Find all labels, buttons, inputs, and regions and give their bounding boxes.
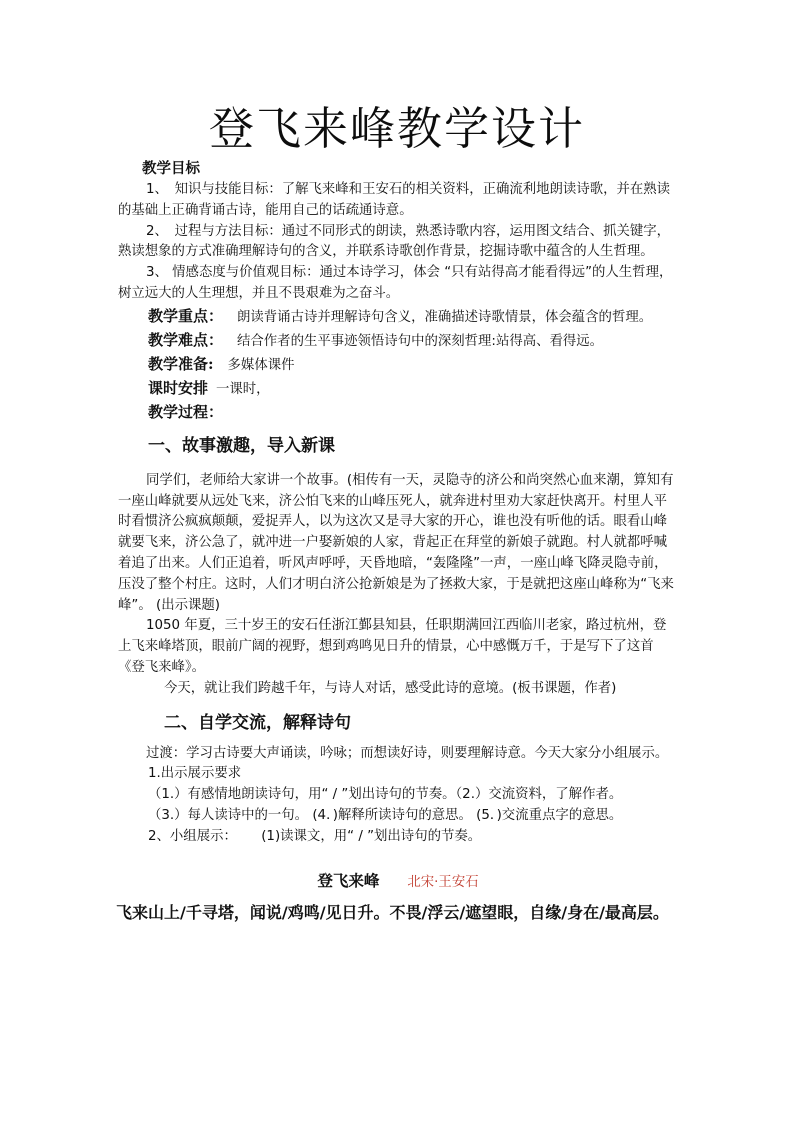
key-point-label: 教学重点： xyxy=(148,306,224,325)
objective-item: 2、 过程与方法目标：通过不同形式的朗读，熟悉诗歌内容，运用图文结合、抓关键字，熟读想象的方式准确理解诗句的含义，并联系诗歌创作背景，挖掘诗歌中蕴含的人生哲理。 xyxy=(118,223,671,260)
key-point xyxy=(118,305,678,329)
section1-paragraph: 同学们，老师给大家讲一个故事。(相传有一天，灵隐寺的济公和尚突然心血来潮，算知有一座山峰就要从远处飞来，济公怕飞来的山峰压死人，就奔进村里劝大家赶快离开。村里人平时看惯济公疯疯颠颠，爱捉弄人，以为这次又是寻大家的开心，谁也没有听他的话。眼看山峰就要飞来，济公急了，就冲进一户娶新娘的人家，背起正在拜堂的新娘子就跑。村人就都呼喊着追了出来。人们正追着，听风声呼呼，天昏地暗，“轰隆隆”一声，一座山峰飞降灵隐寺前，压没了整个村庄。这时，人们才明白济公抢新娘是为了拯救大家，于是就把这座山峰称为“飞来峰”。 (出示课题) xyxy=(118,472,674,613)
difficulty-text: 结合作者的生平事迹领悟诗句中的深刻哲理:站得高、看得远。 xyxy=(237,333,604,349)
objectives-heading: 教学目标 xyxy=(142,160,200,177)
schedule-label: 课时安排 xyxy=(148,378,209,397)
key-point-text: 朗读背诵古诗并理解诗句含义，准确描述诗歌情景，体会蕴含的哲理。 xyxy=(237,309,653,325)
section2-paragraph: 过渡：学习古诗要大声诵读，吟咏；而想读好诗，则要理解诗意。今天大家分小组展示。 xyxy=(146,745,669,761)
process-label: 教学过程： xyxy=(148,402,224,421)
process xyxy=(118,401,678,425)
objective-item: 1、 知识与技能目标：了解飞来峰和王安石的相关资料，正确流利地朗读诗歌，并在熟读的基础上正确背诵古诗，能用自己的话疏通诗意。 xyxy=(118,182,671,218)
poem-text: 飞来山上/千寻塔，闻说/鸡鸣/见日升。不畏/浮云/遮望眼，自缘/身在/最高层。 xyxy=(116,902,669,922)
section1-paragraph: 今天，就让我们跨越千年，与诗人对话，感受此诗的意境。(板书课题，作者) xyxy=(164,680,617,696)
preparation-label: 教学准备: xyxy=(148,354,214,373)
section2-heading: 二、自学交流，解释诗句 xyxy=(164,712,351,733)
section1-paragraph: 1050 年夏，三十岁王的安石任浙江鄞县知县，任职期满回江西临川老家，路过杭州，登上飞来峰塔顶，眼前广阔的视野，想到鸡鸣见日升的情景，心中感慨万千，于是写下了这首《登飞来峰》。 xyxy=(118,618,667,675)
document-title: 登飞来峰教学设计 xyxy=(208,102,585,155)
requirements-heading: 1.出示展示要求 xyxy=(148,766,242,782)
preparation-text: 多媒体课件 xyxy=(227,357,295,373)
group-show: 2、小组展示： (1)读课文，用“ / ”划出诗句的节奏。 xyxy=(148,828,482,844)
poem-title: 登飞来峰 xyxy=(317,870,380,890)
document-body xyxy=(118,158,678,926)
schedule-text: 一课时， xyxy=(216,381,270,397)
objective-item: 3、 情感态度与价值观目标：通过本诗学习，体会 “只有站得高才能看得远”的人生哲理，树立远大的人生理想，并且不畏艰难为之奋斗。 xyxy=(118,265,673,301)
preparation xyxy=(118,353,678,377)
poem-author: 北宋·王安石 xyxy=(407,874,479,890)
difficulty xyxy=(118,329,678,353)
difficulty-label: 教学难点： xyxy=(148,330,224,349)
schedule xyxy=(118,377,678,401)
poem-heading xyxy=(118,868,678,896)
section1-heading: 一、故事激趣，导入新课 xyxy=(148,435,335,456)
requirement-item: （3.）每人读诗中的一句。 (4．)解释所读诗句的意思。 (5．)交流重点字的意思。 xyxy=(148,807,623,823)
requirement-item: （1.）有感情地朗读诗句，用“ / ”划出诗句的节奏。（2.）交流资料，了解作者。 xyxy=(148,787,623,803)
